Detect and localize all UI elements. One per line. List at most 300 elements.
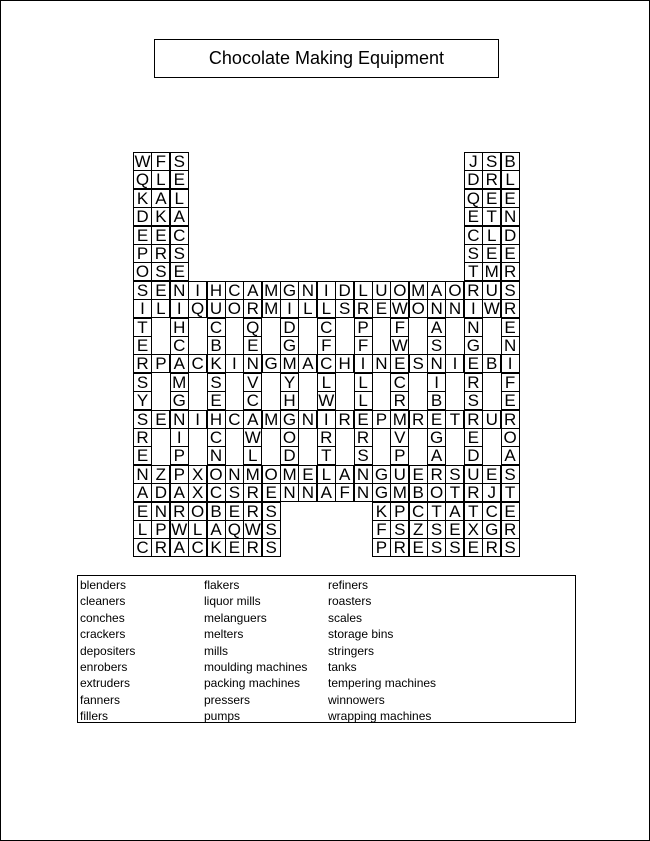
grid-cell: N — [427, 299, 446, 318]
grid-cell: T — [133, 318, 152, 337]
grid-gap — [335, 520, 354, 539]
grid-cell: I — [170, 299, 189, 318]
grid-cell: I — [280, 299, 299, 318]
grid-cell: B — [207, 336, 226, 355]
grid-cell: E — [354, 410, 373, 429]
grid-cell: S — [427, 520, 446, 539]
grid-gap — [354, 244, 373, 263]
grid-gap — [409, 428, 428, 447]
grid-cell: W — [244, 428, 261, 447]
grid-gap — [409, 170, 428, 189]
grid-cell: E — [262, 483, 281, 502]
grid-cell: N — [243, 354, 262, 373]
grid-cell: T — [427, 502, 446, 521]
grid-cell: L — [151, 299, 170, 318]
grid-gap — [335, 189, 354, 208]
grid-cell: L — [354, 391, 373, 410]
grid-cell: E — [482, 244, 501, 263]
grid-cell: L — [317, 465, 336, 484]
grid-gap — [188, 428, 207, 447]
grid-cell: R — [427, 465, 446, 484]
grid-gap — [188, 446, 207, 465]
grid-gap — [482, 336, 501, 355]
grid-cell: A — [243, 281, 262, 300]
grid-gap — [372, 428, 391, 447]
grid-cell: F — [354, 336, 373, 355]
grid-gap — [354, 262, 373, 281]
grid-cell: T — [482, 207, 501, 226]
grid-cell: Z — [409, 520, 428, 539]
grid-cell: M — [262, 299, 281, 318]
grid-cell: S — [501, 538, 520, 557]
grid-gap — [298, 207, 317, 226]
word-item: liquor mills — [204, 594, 261, 609]
grid-gap — [390, 226, 409, 245]
grid-cell: D — [501, 226, 520, 245]
grid-gap — [243, 244, 262, 263]
grid-gap — [390, 244, 409, 263]
grid-gap — [390, 170, 409, 189]
grid-cell: D — [280, 446, 299, 465]
grid-gap — [243, 262, 262, 281]
grid-gap — [445, 152, 464, 171]
grid-gap — [243, 152, 262, 171]
grid-gap — [427, 262, 446, 281]
grid-cell: T — [464, 262, 483, 281]
grid-cell: C — [170, 226, 189, 245]
grid-gap — [262, 152, 281, 171]
grid-gap — [409, 318, 428, 337]
grid-cell: G — [372, 483, 391, 502]
grid-gap — [427, 189, 446, 208]
grid-cell: O — [501, 428, 520, 447]
grid-cell: V — [390, 428, 409, 447]
grid-cell: G — [280, 410, 299, 429]
grid-cell: E — [151, 226, 170, 245]
grid-cell: D — [335, 281, 354, 300]
grid-gap — [335, 391, 354, 410]
grid-cell: O — [133, 262, 152, 281]
grid-cell: S — [354, 446, 373, 465]
grid-gap — [335, 502, 354, 521]
grid-gap — [298, 446, 317, 465]
grid-cell: P — [372, 538, 391, 557]
grid-gap — [372, 189, 391, 208]
grid-cell: C — [390, 373, 409, 392]
grid-gap — [225, 207, 244, 226]
grid-cell: K — [207, 538, 226, 557]
grid-gap — [207, 262, 226, 281]
grid-gap — [280, 520, 299, 539]
grid-cell: S — [445, 538, 464, 557]
grid-cell: A — [243, 410, 262, 429]
grid-gap — [225, 152, 244, 171]
grid-cell: H — [207, 410, 226, 429]
grid-gap — [280, 538, 299, 557]
grid-cell: S — [262, 502, 281, 521]
grid-cell: E — [372, 299, 391, 318]
grid-cell: E — [482, 189, 501, 208]
grid-cell: D — [464, 446, 483, 465]
grid-gap — [188, 391, 207, 410]
grid-cell: I — [225, 354, 244, 373]
grid-cell: O — [225, 299, 244, 318]
grid-cell: S — [151, 262, 170, 281]
grid-cell: K — [372, 502, 391, 521]
grid-cell: X — [188, 465, 207, 484]
grid-cell: N — [225, 465, 244, 484]
grid-gap — [225, 318, 244, 337]
grid-cell: I — [445, 354, 464, 373]
grid-cell: D — [133, 207, 152, 226]
grid-gap — [409, 244, 428, 263]
word-item: depositers — [80, 643, 136, 658]
grid-gap — [262, 226, 281, 245]
grid-cell: G — [280, 281, 299, 300]
grid-cell: N — [170, 281, 189, 300]
grid-cell: B — [427, 391, 446, 410]
grid-gap — [280, 226, 299, 245]
grid-cell: N — [445, 299, 464, 318]
word-item: tempering machines — [328, 676, 437, 691]
grid-cell: S — [262, 520, 281, 539]
grid-gap — [298, 170, 317, 189]
word-item: mills — [204, 643, 228, 658]
grid-gap — [188, 152, 207, 171]
grid-gap — [298, 262, 317, 281]
grid-cell: S — [501, 281, 520, 300]
grid-gap — [188, 336, 207, 355]
grid-cell: I — [464, 299, 483, 318]
grid-cell: C — [188, 354, 207, 373]
grid-cell: S — [225, 483, 244, 502]
grid-gap — [445, 170, 464, 189]
grid-gap — [317, 152, 336, 171]
grid-cell: P — [372, 410, 391, 429]
grid-gap — [262, 189, 281, 208]
grid-cell: E — [501, 391, 520, 410]
grid-cell: S — [464, 244, 483, 263]
grid-cell: R — [390, 391, 409, 410]
grid-cell: P — [151, 354, 170, 373]
grid-cell: L — [133, 520, 152, 539]
grid-gap — [262, 170, 281, 189]
grid-cell: P — [390, 446, 409, 465]
grid-gap — [207, 152, 226, 171]
grid-cell: F — [501, 373, 520, 392]
grid-cell: E — [427, 410, 446, 429]
grid-cell: H — [335, 354, 354, 373]
grid-cell: N — [207, 446, 226, 465]
grid-gap — [298, 336, 317, 355]
grid-gap — [188, 262, 207, 281]
grid-gap — [445, 207, 464, 226]
grid-cell: A — [445, 502, 464, 521]
grid-cell: G — [482, 520, 501, 539]
grid-cell: M — [390, 483, 409, 502]
grid-cell: F — [151, 152, 170, 171]
grid-cell: I — [188, 410, 207, 429]
grid-gap — [243, 170, 262, 189]
word-item: tanks — [328, 659, 357, 674]
grid-gap — [445, 446, 464, 465]
grid-cell: E — [464, 207, 483, 226]
grid-gap — [151, 391, 170, 410]
grid-cell: G — [427, 428, 446, 447]
grid-cell: S — [427, 538, 446, 557]
grid-cell: N — [354, 465, 373, 484]
grid-gap — [262, 244, 281, 263]
grid-gap — [409, 207, 428, 226]
grid-cell: R — [243, 502, 262, 521]
grid-cell: S — [464, 391, 483, 410]
grid-cell: C — [225, 410, 244, 429]
grid-cell: U — [464, 465, 483, 484]
grid-gap — [298, 502, 317, 521]
word-item: scales — [328, 610, 363, 625]
grid-gap — [427, 226, 446, 245]
grid-cell: G — [170, 391, 189, 410]
grid-cell: L — [188, 520, 207, 539]
grid-gap — [335, 428, 354, 447]
grid-gap — [409, 226, 428, 245]
grid-gap — [372, 318, 391, 337]
grid-cell: R — [354, 428, 373, 447]
puzzle-title — [154, 39, 499, 78]
grid-gap — [151, 373, 170, 392]
grid-cell: C — [243, 391, 262, 410]
grid-gap — [151, 318, 170, 337]
grid-gap — [445, 244, 464, 263]
grid-gap — [280, 207, 299, 226]
grid-cell: N — [133, 465, 152, 484]
grid-cell: C — [133, 538, 152, 557]
grid-cell: K — [151, 207, 170, 226]
grid-gap — [372, 152, 391, 171]
word-item: crackers — [80, 627, 126, 642]
grid-cell: W — [318, 391, 335, 411]
grid-cell: O — [207, 465, 226, 484]
grid-cell: R — [482, 170, 501, 189]
grid-cell: F — [372, 520, 391, 539]
grid-gap — [207, 226, 226, 245]
grid-cell: U — [207, 299, 226, 318]
word-item: stringers — [328, 643, 375, 658]
grid-cell: S — [482, 152, 501, 171]
grid-gap — [317, 262, 336, 281]
grid-cell: E — [409, 538, 428, 557]
grid-gap — [280, 244, 299, 263]
grid-gap — [482, 318, 501, 337]
grid-cell: A — [170, 538, 189, 557]
grid-gap — [298, 318, 317, 337]
grid-cell: T — [317, 446, 336, 465]
grid-gap — [409, 336, 428, 355]
grid-cell: E — [501, 189, 520, 208]
word-list-column-2 — [204, 577, 307, 725]
grid-gap — [225, 428, 244, 447]
grid-cell: N — [427, 354, 446, 373]
grid-cell: L — [243, 446, 262, 465]
grid-gap — [445, 428, 464, 447]
grid-cell: R — [243, 538, 262, 557]
grid-gap — [298, 520, 317, 539]
word-search-grid — [133, 152, 520, 557]
grid-cell: E — [501, 502, 520, 521]
grid-cell: P — [170, 446, 189, 465]
grid-cell: E — [390, 354, 409, 373]
grid-gap — [445, 226, 464, 245]
grid-gap — [225, 391, 244, 410]
grid-cell: C — [207, 428, 226, 447]
grid-cell: G — [280, 336, 299, 355]
grid-cell: P — [151, 520, 170, 539]
grid-gap — [262, 373, 281, 392]
grid-cell: S — [427, 336, 446, 355]
grid-cell: S — [133, 373, 152, 392]
grid-gap — [298, 373, 317, 392]
grid-gap — [317, 170, 336, 189]
word-item: extruders — [80, 676, 131, 691]
grid-cell: C — [207, 483, 226, 502]
grid-cell: M — [243, 465, 262, 484]
grid-cell: M — [280, 465, 299, 484]
grid-gap — [409, 373, 428, 392]
grid-cell: C — [317, 318, 336, 337]
grid-cell: K — [133, 189, 152, 208]
grid-cell: H — [207, 281, 226, 300]
grid-cell: P — [390, 502, 409, 521]
grid-cell: N — [464, 318, 483, 337]
grid-cell: R — [243, 483, 262, 502]
grid-cell: E — [464, 428, 483, 447]
word-list-column-3 — [328, 577, 436, 725]
grid-gap — [317, 244, 336, 263]
grid-gap — [207, 244, 226, 263]
grid-cell: U — [372, 281, 391, 300]
grid-cell: P — [133, 244, 152, 263]
grid-cell: R — [133, 354, 152, 373]
grid-gap — [262, 428, 281, 447]
word-item: melters — [204, 627, 244, 642]
grid-cell: B — [482, 354, 501, 373]
grid-cell: S — [501, 465, 520, 484]
word-item: winnowers — [328, 692, 385, 707]
grid-cell: E — [133, 502, 152, 521]
grid-cell: B — [207, 502, 226, 521]
grid-cell: R — [464, 281, 483, 300]
grid-cell: Q — [464, 189, 483, 208]
grid-cell: A — [170, 354, 189, 373]
grid-gap — [207, 207, 226, 226]
grid-gap — [354, 207, 373, 226]
grid-gap — [335, 318, 354, 337]
grid-cell: E — [298, 465, 317, 484]
grid-cell: L — [482, 226, 501, 245]
grid-cell: E — [170, 170, 189, 189]
grid-cell: C — [409, 502, 428, 521]
grid-cell: C — [464, 226, 483, 245]
grid-cell: O — [262, 465, 281, 484]
grid-gap — [280, 170, 299, 189]
grid-gap — [445, 318, 464, 337]
grid-gap — [298, 189, 317, 208]
grid-cell: B — [409, 483, 428, 502]
grid-cell: S — [390, 520, 409, 539]
grid-gap — [262, 318, 281, 337]
word-list-column-1 — [80, 577, 135, 725]
grid-gap — [188, 318, 207, 337]
grid-gap — [317, 226, 336, 245]
grid-cell: L — [354, 281, 373, 300]
grid-gap — [445, 391, 464, 410]
grid-gap — [335, 446, 354, 465]
grid-gap — [225, 446, 244, 465]
word-item: pumps — [204, 709, 241, 724]
grid-gap — [243, 207, 262, 226]
grid-cell: I — [170, 428, 189, 447]
grid-cell: E — [225, 502, 244, 521]
grid-gap — [317, 207, 336, 226]
grid-gap — [445, 262, 464, 281]
grid-cell: G — [464, 336, 483, 355]
grid-cell: C — [225, 281, 244, 300]
grid-cell: M — [482, 262, 501, 281]
grid-gap — [335, 262, 354, 281]
grid-cell: W — [391, 299, 408, 319]
grid-gap — [482, 428, 501, 447]
grid-cell: A — [170, 207, 189, 226]
grid-cell: C — [188, 538, 207, 557]
grid-cell: L — [170, 189, 189, 208]
grid-cell: X — [188, 483, 207, 502]
grid-gap — [225, 336, 244, 355]
grid-cell: S — [170, 244, 189, 263]
grid-cell: T — [464, 502, 483, 521]
grid-gap — [354, 226, 373, 245]
grid-cell: N — [501, 207, 520, 226]
grid-gap — [372, 373, 391, 392]
grid-cell: R — [501, 410, 520, 429]
grid-gap — [280, 502, 299, 521]
grid-cell: W — [483, 299, 500, 319]
grid-gap — [354, 520, 373, 539]
grid-cell: A — [427, 281, 446, 300]
grid-cell: R — [482, 538, 501, 557]
grid-gap — [188, 226, 207, 245]
grid-gap — [354, 170, 373, 189]
grid-cell: N — [298, 483, 317, 502]
grid-cell: S — [133, 410, 152, 429]
grid-gap — [225, 226, 244, 245]
puzzle-title-text: Chocolate Making Equipment — [208, 48, 445, 68]
grid-cell: L — [354, 373, 373, 392]
grid-cell: E — [207, 391, 226, 410]
grid-cell: S — [207, 373, 226, 392]
grid-cell: M — [390, 410, 409, 429]
grid-cell: R — [354, 299, 373, 318]
grid-cell: P — [170, 465, 189, 484]
grid-cell: O — [280, 428, 299, 447]
grid-cell: T — [445, 483, 464, 502]
grid-gap — [409, 152, 428, 171]
word-item: packing machines — [204, 676, 301, 691]
grid-cell: J — [464, 152, 483, 171]
grid-gap — [225, 262, 244, 281]
grid-gap — [372, 336, 391, 355]
grid-cell: F — [317, 336, 336, 355]
grid-cell: E — [445, 520, 464, 539]
